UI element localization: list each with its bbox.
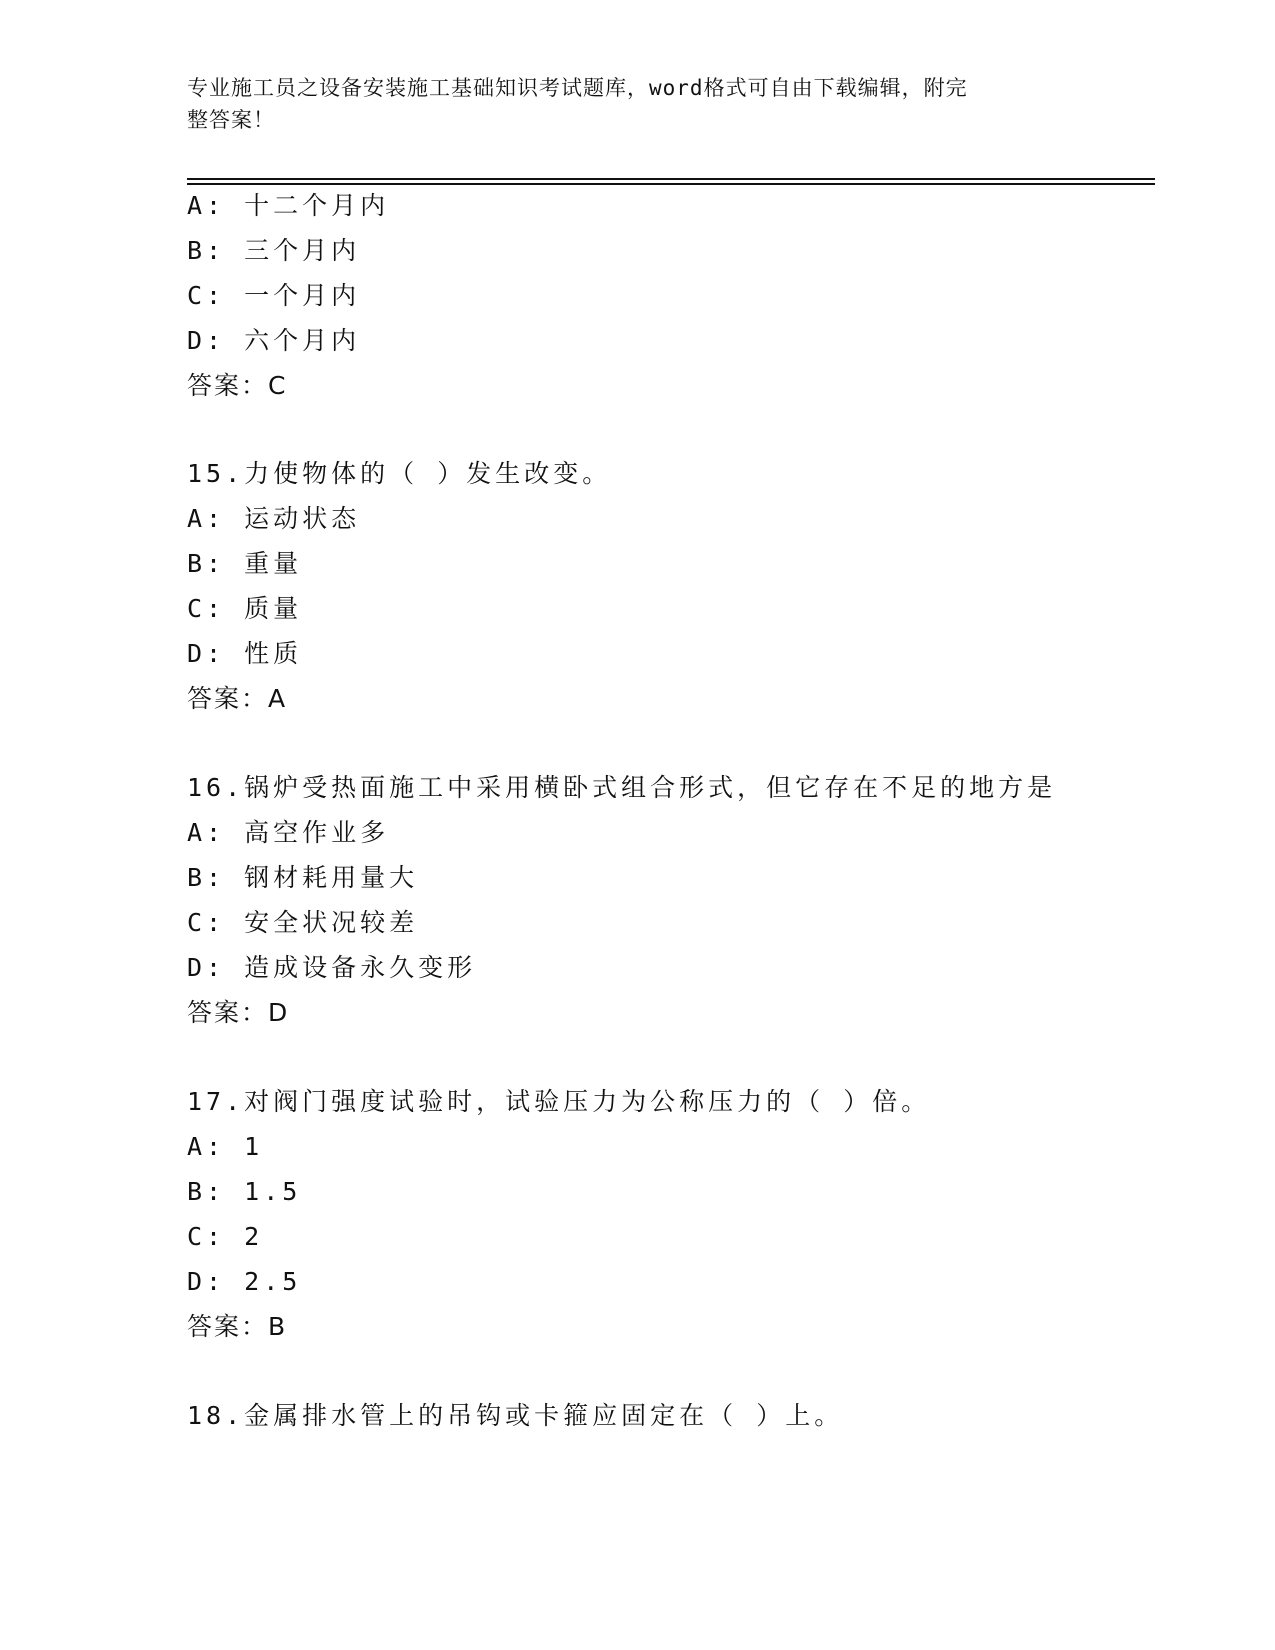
document-header bbox=[187, 72, 1087, 136]
prev-option-d: D: 六个月内 bbox=[187, 326, 361, 355]
question-15-option-c: C: 质量 bbox=[187, 594, 303, 623]
question-16-option-c: C: 安全状况较差 bbox=[187, 908, 419, 937]
header-divider-bottom bbox=[187, 183, 1155, 185]
question-17-answer: 答案：B bbox=[187, 1312, 288, 1341]
question-17-option-d: D: 2.5 bbox=[187, 1267, 302, 1296]
prev-option-a: A: 十二个月内 bbox=[187, 191, 390, 220]
question-16-option-a: A: 高空作业多 bbox=[187, 818, 390, 847]
question-16-stem: 16.锅炉受热面施工中采用横卧式组合形式，但它存在不足的地方是 bbox=[187, 773, 1057, 802]
question-17-option-b: B: 1.5 bbox=[187, 1177, 302, 1206]
question-17-option-a: A: 1 bbox=[187, 1132, 264, 1161]
question-15-option-d: D: 性质 bbox=[187, 639, 303, 668]
question-15-option-a: A: 运动状态 bbox=[187, 504, 361, 533]
prev-option-c: C: 一个月内 bbox=[187, 281, 361, 310]
question-17-option-c: C: 2 bbox=[187, 1222, 264, 1251]
header-divider-top bbox=[187, 178, 1155, 180]
question-18-stem: 18.金属排水管上的吊钩或卡箍应固定在（ ）上。 bbox=[187, 1401, 844, 1430]
header-line-2: 整答案！ bbox=[187, 108, 275, 132]
prev-answer: 答案：C bbox=[187, 371, 288, 400]
header-line-1: 专业施工员之设备安装施工基础知识考试题库，word格式可自由下载编辑，附完 bbox=[187, 76, 968, 100]
question-16-option-b: B: 钢材耗用量大 bbox=[187, 863, 419, 892]
question-16-option-d: D: 造成设备永久变形 bbox=[187, 953, 477, 982]
question-15-answer: 答案：A bbox=[187, 684, 288, 713]
question-15-option-b: B: 重量 bbox=[187, 549, 303, 578]
question-15-stem: 15.力使物体的（ ）发生改变。 bbox=[187, 459, 612, 488]
prev-option-b: B: 三个月内 bbox=[187, 236, 361, 265]
question-16-answer: 答案：D bbox=[187, 998, 290, 1027]
question-17-stem: 17.对阀门强度试验时，试验压力为公称压力的（ ）倍。 bbox=[187, 1087, 931, 1116]
